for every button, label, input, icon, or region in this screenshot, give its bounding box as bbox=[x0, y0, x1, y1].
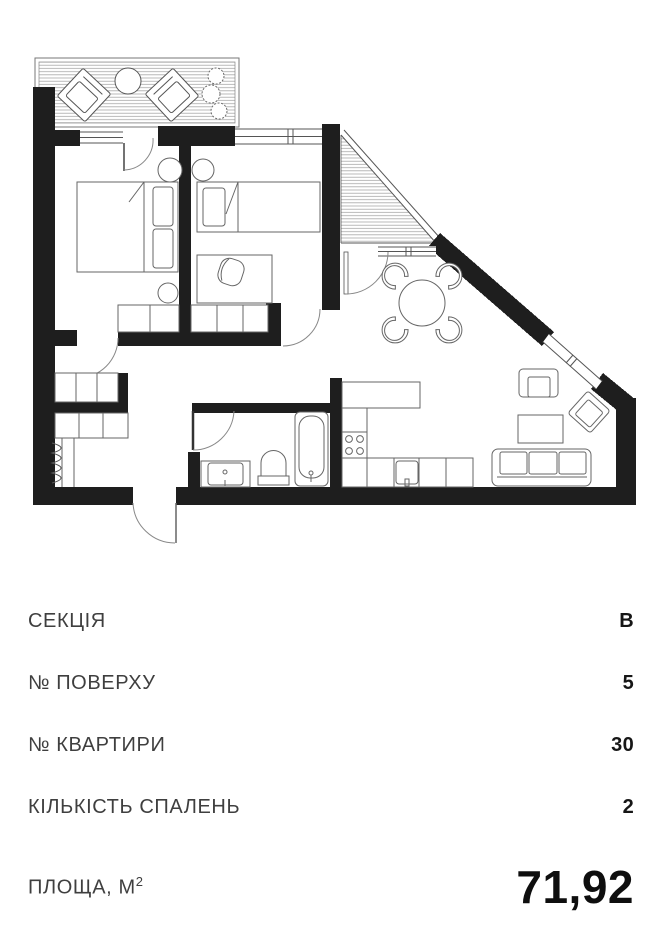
wall-left bbox=[33, 87, 55, 505]
floor-label: № ПОВЕРХУ bbox=[28, 671, 156, 694]
coffee-table-icon bbox=[518, 415, 563, 443]
bedroom-1 bbox=[77, 158, 182, 332]
wall-top-b bbox=[158, 126, 235, 146]
bedrooms-label: КІЛЬКІСТЬ СПАЛЕНЬ bbox=[28, 795, 241, 818]
door-dining-terrace bbox=[344, 252, 388, 294]
wardrobe-icon bbox=[118, 305, 179, 332]
bedroom-2 bbox=[191, 159, 320, 332]
hall-closet-icon bbox=[55, 373, 118, 402]
vanity-sink-icon bbox=[201, 461, 250, 487]
window-bedroom1 bbox=[80, 131, 123, 144]
door-bedroom1 bbox=[78, 338, 118, 378]
dining-area bbox=[377, 258, 468, 349]
kitchen-counter-icon bbox=[342, 382, 420, 408]
wall-top-a bbox=[48, 130, 80, 146]
sofa-icon bbox=[492, 449, 591, 486]
kitchen-sink-icon bbox=[396, 461, 418, 486]
kitchen bbox=[342, 382, 473, 487]
toilet-icon bbox=[258, 451, 289, 486]
apartment-label: № КВАРТИРИ bbox=[28, 733, 166, 756]
bathtub-icon bbox=[295, 412, 328, 486]
detail-row-section bbox=[28, 590, 634, 652]
section-value: В bbox=[619, 609, 634, 632]
detail-row-bedrooms bbox=[28, 776, 634, 838]
wall-diagonal-a bbox=[428, 233, 554, 346]
wardrobe-icon bbox=[191, 305, 268, 332]
stove-icon bbox=[342, 432, 367, 458]
door-entry bbox=[133, 503, 176, 543]
nightstand-icon bbox=[158, 158, 182, 182]
detail-row-floor bbox=[28, 652, 634, 714]
terrace-top bbox=[35, 58, 239, 127]
wall-bathroom-left bbox=[188, 452, 200, 487]
pillow-icon bbox=[153, 229, 173, 268]
hall-closet-icon bbox=[55, 413, 128, 438]
hallway bbox=[52, 373, 128, 487]
wall-bedroom1-bottom-stub bbox=[33, 330, 77, 346]
wall-kitchen-divider bbox=[330, 378, 342, 490]
area-label: ПЛОЩА, $М^2$ bbox=[28, 874, 144, 899]
area-value: 71,92 bbox=[516, 861, 634, 913]
pillow-icon bbox=[203, 188, 225, 226]
bedrooms-value: 2 bbox=[622, 795, 634, 818]
dining-table-icon bbox=[399, 280, 445, 326]
window-bedroom2 bbox=[235, 128, 322, 144]
bathroom bbox=[201, 412, 328, 487]
door-hall-living bbox=[283, 309, 320, 346]
section-label: СЕКЦІЯ bbox=[28, 609, 106, 632]
floor-value: 5 bbox=[622, 671, 634, 694]
wall-bottom-main bbox=[176, 487, 636, 505]
armchair-icon bbox=[519, 369, 558, 397]
stool-icon bbox=[158, 283, 178, 303]
window-dining bbox=[378, 246, 436, 257]
wall-bedrooms-bottom bbox=[118, 332, 268, 346]
kitchen-counter-icon bbox=[342, 408, 367, 432]
apartment-value: 30 bbox=[611, 733, 634, 756]
wall-bottom-left bbox=[33, 487, 133, 505]
coat-rack-icon bbox=[52, 438, 128, 487]
door-bathroom bbox=[193, 411, 234, 450]
detail-row-apartment bbox=[28, 714, 634, 776]
nightstand-icon bbox=[192, 159, 214, 181]
wall-right bbox=[616, 398, 636, 505]
apartment-details bbox=[0, 590, 662, 936]
terrace-table-icon bbox=[115, 68, 141, 94]
wall-bedroom2-right bbox=[322, 124, 340, 310]
pillow-icon bbox=[153, 187, 173, 226]
detail-row-area bbox=[28, 838, 634, 936]
door-bedroom1-terrace bbox=[124, 138, 153, 171]
terrace-corner bbox=[341, 130, 440, 243]
area-sup: 2 bbox=[135, 874, 144, 890]
living-area bbox=[492, 369, 610, 486]
wall-closet-mid bbox=[47, 402, 128, 413]
